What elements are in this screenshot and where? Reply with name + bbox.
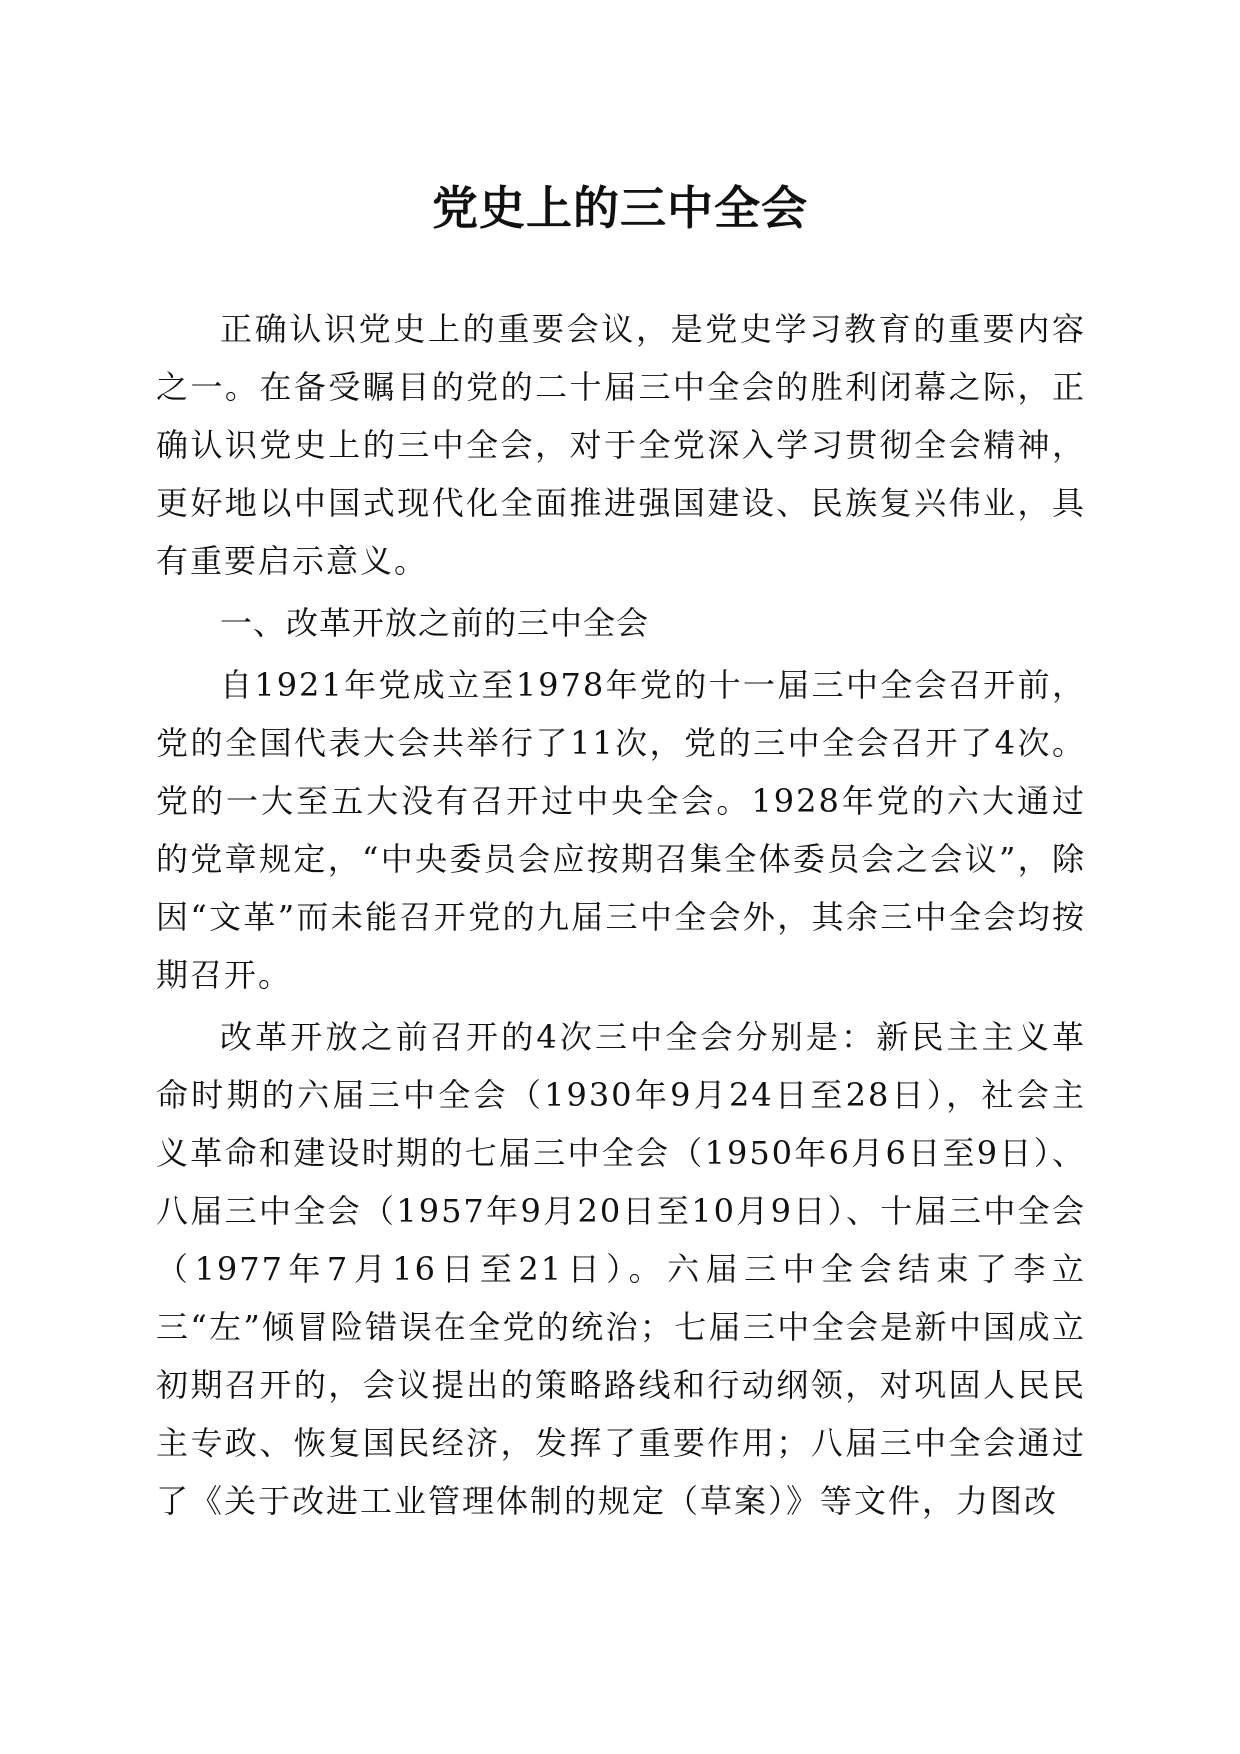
document-title: 党史上的三中全会	[432, 181, 808, 235]
body-paragraph: 改革开放之前召开的4次三中全会分别是：新民主主义革命时期的六届三中全会（1930年9月24日至28日），社会主义革命和建设时期的七届三中全会（1950年6月6日至9日）、八届三中全会（1957年9月20日至10月9日）、十届三中全会（1977年7月16日至21日）。六届三中全会结束了李立三“左”倾冒险错误在全党的统治；七届三中全会是新中国成立初期召开的，会议提出的策略路线和行动纲领，对巩固人民民主专政、恢复国民经济，发挥了重要作用；八届三中全会通过了《关于改进工业管理体制的规定（草案）》等文件，力图改	[156, 1018, 1086, 1520]
document-body	[156, 300, 1086, 1530]
section-heading: 一、改革开放之前的三中全会	[220, 604, 650, 642]
intro-paragraph: 正确认识党史上的重要会议，是党史学习教育的重要内容之一。在备受瞩目的党的二十届三中全会的胜利闭幕之际，正确认识党史上的三中全会，对于全党深入学习贯彻全会精神，更好地以中国式现代化全面推进强国建设、民族复兴伟业，具有重要启示意义。	[156, 310, 1086, 580]
body-paragraph: 自1921年党成立至1978年党的十一届三中全会召开前，党的全国代表大会共举行了11次，党的三中全会召开了4次。党的一大至五大没有召开过中央全会。1928年党的六大通过的党章规定，“中央委员会应按期召集全体委员会之会议”，除因“文革”而未能召开党的九届三中全会外，其余三中全会均按期召开。	[156, 666, 1086, 994]
